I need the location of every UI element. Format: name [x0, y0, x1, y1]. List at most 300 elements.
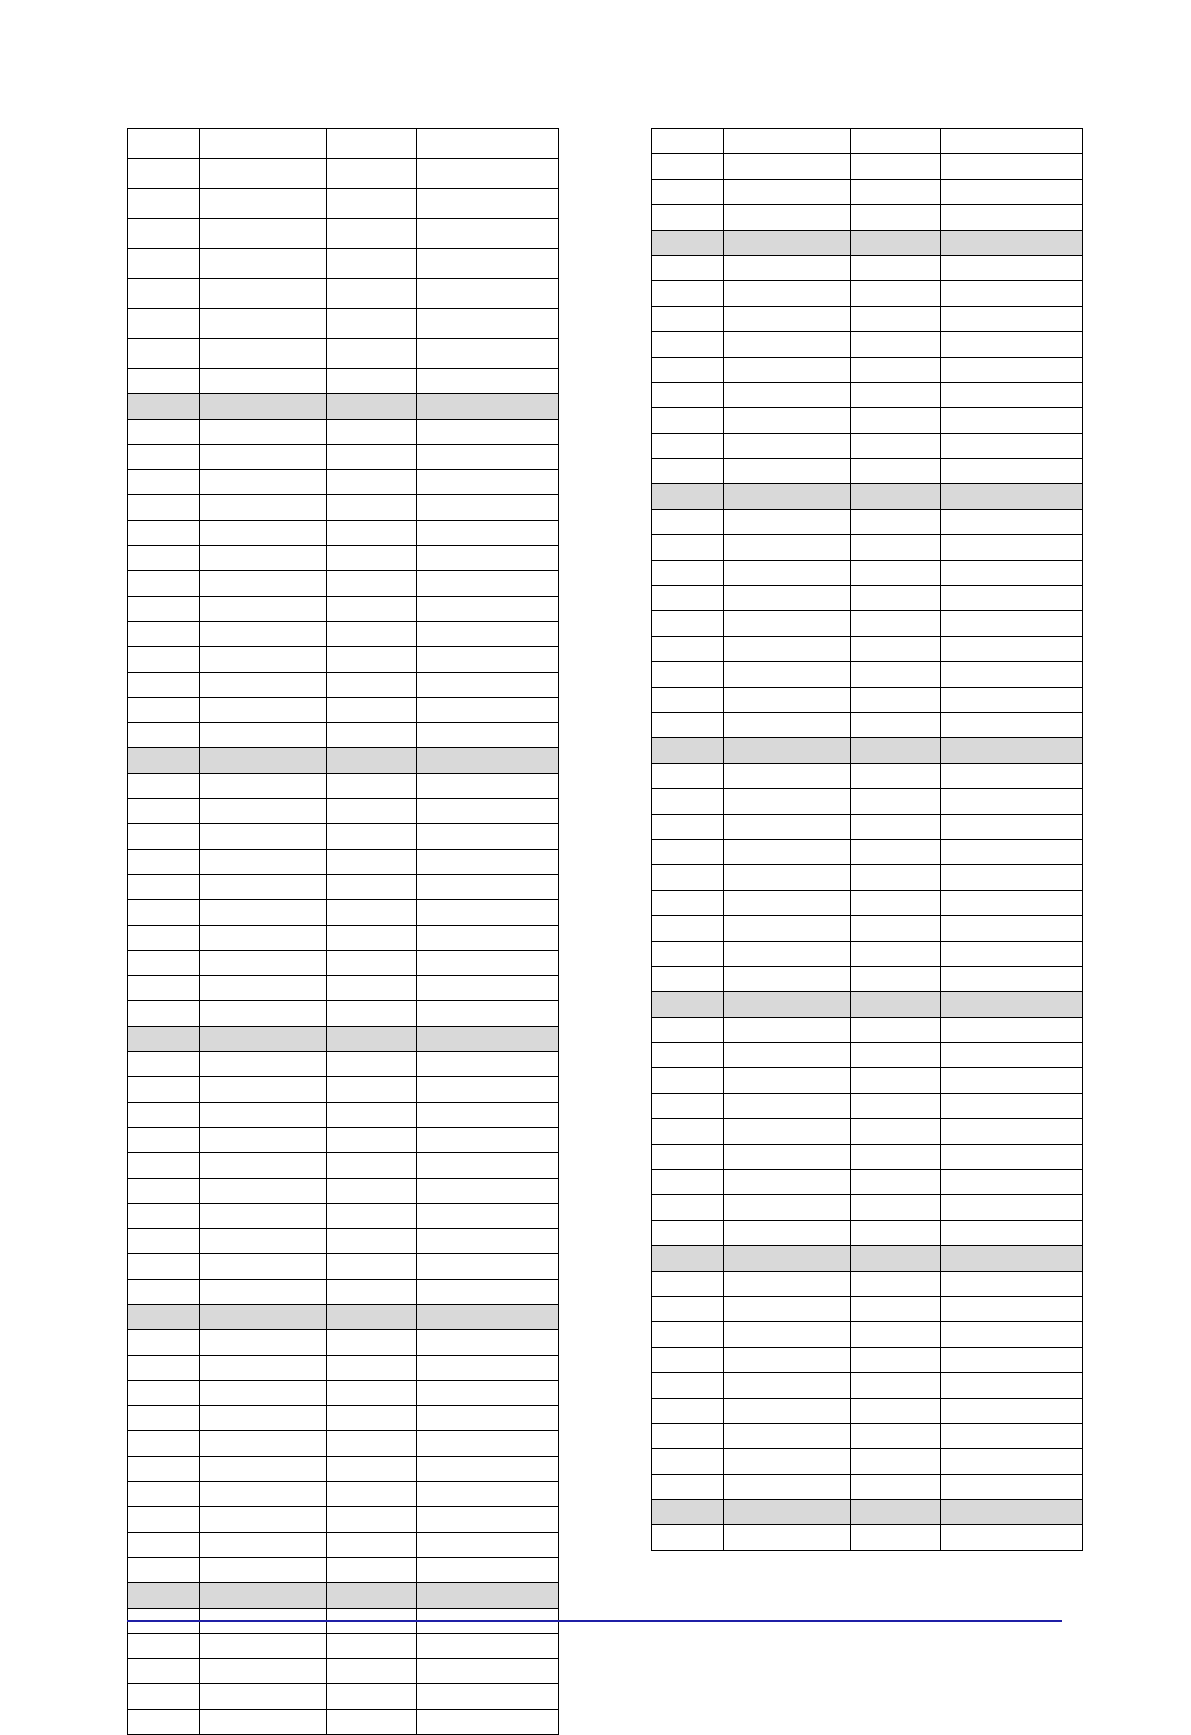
table-cell	[941, 358, 1083, 383]
table-cell	[941, 1424, 1083, 1449]
table-cell	[128, 1406, 200, 1431]
table-cell	[417, 1659, 559, 1684]
table-cell	[652, 586, 724, 611]
table-cell	[200, 1507, 327, 1532]
table-cell	[724, 561, 851, 586]
table-cell	[200, 1179, 327, 1204]
table-cell	[327, 1077, 417, 1102]
table-cell	[200, 394, 327, 419]
table-cell	[327, 673, 417, 698]
table-cell	[941, 1094, 1083, 1119]
table-cell	[724, 1094, 851, 1119]
table-cell	[724, 510, 851, 535]
table-cell	[652, 154, 724, 179]
table-cell	[128, 673, 200, 698]
table-cell	[851, 688, 941, 713]
table-cell	[851, 1322, 941, 1347]
table-cell	[724, 256, 851, 281]
table-cell	[417, 748, 559, 773]
table-cell	[724, 586, 851, 611]
table-cell	[327, 249, 417, 279]
table-cell	[851, 1399, 941, 1424]
table-cell	[941, 611, 1083, 636]
table-cell	[652, 332, 724, 357]
table-cell	[652, 1043, 724, 1068]
table-cell	[652, 662, 724, 687]
table-cell	[327, 189, 417, 219]
table-cell	[200, 339, 327, 369]
table-cell	[128, 1204, 200, 1229]
table-cell	[724, 637, 851, 662]
table-cell	[327, 1027, 417, 1052]
table-cell	[417, 1001, 559, 1026]
table-cell	[851, 205, 941, 230]
table-row	[128, 219, 559, 249]
table-cell	[724, 231, 851, 256]
table-cell	[724, 1424, 851, 1449]
table-cell	[652, 459, 724, 484]
table-cell	[327, 951, 417, 976]
table-cell	[327, 1583, 417, 1608]
table-row	[652, 865, 1083, 890]
table-cell	[941, 637, 1083, 662]
table-cell	[652, 1348, 724, 1373]
table-cell	[724, 1068, 851, 1093]
table-cell	[941, 1018, 1083, 1043]
table-cell	[417, 1280, 559, 1305]
table-cell	[128, 1103, 200, 1128]
table-cell	[417, 850, 559, 875]
table-row	[128, 129, 559, 159]
table-cell	[417, 1229, 559, 1254]
table-row	[652, 891, 1083, 916]
table-cell	[724, 1119, 851, 1144]
table-cell	[724, 967, 851, 992]
table-cell	[417, 900, 559, 925]
table-cell	[851, 611, 941, 636]
table-cell	[128, 546, 200, 571]
table-cell	[200, 673, 327, 698]
table-row	[128, 824, 559, 849]
table-cell	[652, 484, 724, 509]
table-cell	[652, 1475, 724, 1500]
table-cell	[851, 992, 941, 1017]
table-cell	[128, 219, 200, 249]
table-cell	[200, 420, 327, 445]
table-cell	[200, 1128, 327, 1153]
table-cell	[724, 688, 851, 713]
table-cell	[128, 748, 200, 773]
table-cell	[851, 738, 941, 763]
table-cell	[724, 535, 851, 560]
table-cell	[851, 637, 941, 662]
table-cell	[417, 445, 559, 470]
table-cell	[327, 1001, 417, 1026]
table-cell	[128, 279, 200, 309]
table-cell	[652, 891, 724, 916]
table-cell	[200, 1381, 327, 1406]
table-cell	[941, 586, 1083, 611]
table-cell	[941, 891, 1083, 916]
table-cell	[200, 159, 327, 189]
table-cell	[128, 799, 200, 824]
table-cell	[724, 1525, 851, 1550]
table-cell	[941, 1272, 1083, 1297]
table-cell	[128, 1634, 200, 1659]
table-cell	[941, 1145, 1083, 1170]
table-cell	[200, 219, 327, 249]
table-row	[128, 1507, 559, 1532]
table-cell	[724, 1322, 851, 1347]
table-cell	[200, 799, 327, 824]
table-row	[128, 1634, 559, 1659]
table-row	[652, 1145, 1083, 1170]
table-cell	[128, 850, 200, 875]
table-row	[652, 561, 1083, 586]
table-cell	[417, 1179, 559, 1204]
table-cell	[724, 738, 851, 763]
table-cell	[851, 1475, 941, 1500]
table-cell	[327, 1103, 417, 1128]
table-cell	[327, 445, 417, 470]
table-cell	[417, 1558, 559, 1583]
table-cell	[851, 1449, 941, 1474]
table-cell	[128, 189, 200, 219]
table-cell	[652, 1246, 724, 1271]
table-row	[128, 495, 559, 520]
table-cell	[652, 1525, 724, 1550]
table-cell	[200, 1356, 327, 1381]
table-cell	[200, 1305, 327, 1330]
table-cell	[200, 698, 327, 723]
table-cell	[724, 891, 851, 916]
table-cell	[724, 180, 851, 205]
table-cell	[128, 1558, 200, 1583]
table-cell	[327, 309, 417, 339]
table-cell	[327, 571, 417, 596]
table-cell	[652, 1322, 724, 1347]
table-row	[652, 434, 1083, 459]
table-cell	[941, 713, 1083, 738]
table-cell	[200, 129, 327, 159]
table-cell	[724, 1246, 851, 1271]
table-cell	[128, 1128, 200, 1153]
table-cell	[941, 281, 1083, 306]
table-cell	[851, 789, 941, 814]
table-cell	[941, 916, 1083, 941]
table-cell	[200, 571, 327, 596]
table-row	[128, 546, 559, 571]
table-row	[652, 358, 1083, 383]
table-row	[128, 1482, 559, 1507]
table-cell	[128, 309, 200, 339]
table-cell	[941, 865, 1083, 890]
table-cell	[327, 1659, 417, 1684]
table-cell	[327, 521, 417, 546]
table-cell	[652, 764, 724, 789]
table-row	[652, 1272, 1083, 1297]
table-cell	[128, 1482, 200, 1507]
table-section-row	[128, 1305, 559, 1330]
table-cell	[128, 647, 200, 672]
table-cell	[200, 1659, 327, 1684]
table-cell	[417, 622, 559, 647]
table-cell	[417, 521, 559, 546]
table-cell	[327, 774, 417, 799]
table-cell	[851, 1145, 941, 1170]
table-cell	[724, 611, 851, 636]
table-cell	[941, 789, 1083, 814]
table-cell	[652, 992, 724, 1017]
table-cell	[652, 561, 724, 586]
table-row	[652, 1525, 1083, 1550]
table-cell	[851, 1297, 941, 1322]
table-row	[652, 586, 1083, 611]
table-cell	[327, 1179, 417, 1204]
table-cell	[417, 926, 559, 951]
table-cell	[128, 369, 200, 394]
table-cell	[128, 1457, 200, 1482]
table-row	[128, 1280, 559, 1305]
table-cell	[327, 279, 417, 309]
table-cell	[200, 951, 327, 976]
table-cell	[724, 789, 851, 814]
table-cell	[652, 129, 724, 154]
left-table	[127, 128, 559, 1735]
table-row	[128, 1103, 559, 1128]
table-cell	[851, 307, 941, 332]
table-cell	[652, 434, 724, 459]
table-row	[652, 916, 1083, 941]
table-cell	[941, 1043, 1083, 1068]
table-cell	[327, 1153, 417, 1178]
table-cell	[128, 571, 200, 596]
table-cell	[724, 1018, 851, 1043]
table-row	[128, 951, 559, 976]
table-cell	[941, 764, 1083, 789]
table-cell	[851, 484, 941, 509]
table-row	[652, 789, 1083, 814]
table-cell	[941, 840, 1083, 865]
table-cell	[652, 1018, 724, 1043]
table-cell	[851, 231, 941, 256]
table-cell	[200, 597, 327, 622]
table-cell	[327, 339, 417, 369]
table-cell	[417, 1381, 559, 1406]
table-row	[128, 369, 559, 394]
table-row	[128, 850, 559, 875]
table-cell	[941, 383, 1083, 408]
table-cell	[851, 764, 941, 789]
table-row	[652, 535, 1083, 560]
table-cell	[417, 1077, 559, 1102]
table-row	[128, 1077, 559, 1102]
table-cell	[724, 408, 851, 433]
table-cell	[200, 622, 327, 647]
table-row	[652, 967, 1083, 992]
table-cell	[652, 738, 724, 763]
table-cell	[128, 723, 200, 748]
table-cell	[652, 1145, 724, 1170]
table-row	[128, 445, 559, 470]
table-cell	[851, 1373, 941, 1398]
table-cell	[128, 1027, 200, 1052]
table-row	[128, 1457, 559, 1482]
table-cell	[652, 358, 724, 383]
table-cell	[417, 1457, 559, 1482]
table-cell	[200, 1684, 327, 1709]
table-cell	[851, 281, 941, 306]
table-cell	[652, 1373, 724, 1398]
table-row	[128, 1533, 559, 1558]
table-cell	[128, 339, 200, 369]
table-cell	[417, 159, 559, 189]
table-cell	[327, 799, 417, 824]
table-cell	[128, 1684, 200, 1709]
table-cell	[941, 256, 1083, 281]
table-cell	[851, 1348, 941, 1373]
table-cell	[417, 951, 559, 976]
table-cell	[327, 850, 417, 875]
table-row	[652, 1068, 1083, 1093]
table-cell	[128, 1710, 200, 1735]
table-cell	[327, 926, 417, 951]
table-cell	[851, 1068, 941, 1093]
table-row	[128, 1001, 559, 1026]
table-cell	[327, 1229, 417, 1254]
table-row	[652, 1449, 1083, 1474]
table-cell	[652, 307, 724, 332]
table-row	[128, 900, 559, 925]
table-cell	[724, 1221, 851, 1246]
table-cell	[851, 256, 941, 281]
table-cell	[724, 713, 851, 738]
table-section-row	[652, 1500, 1083, 1525]
table-cell	[851, 1094, 941, 1119]
table-cell	[941, 180, 1083, 205]
table-cell	[128, 1507, 200, 1532]
table-cell	[652, 231, 724, 256]
table-cell	[941, 231, 1083, 256]
table-cell	[327, 546, 417, 571]
table-cell	[417, 1684, 559, 1709]
table-section-row	[652, 738, 1083, 763]
table-row	[128, 571, 559, 596]
table-cell	[851, 865, 941, 890]
table-cell	[851, 383, 941, 408]
table-cell	[417, 189, 559, 219]
table-cell	[200, 369, 327, 394]
table-cell	[327, 748, 417, 773]
table-cell	[851, 1119, 941, 1144]
table-row	[128, 597, 559, 622]
table-cell	[200, 1457, 327, 1482]
table-cell	[200, 1254, 327, 1279]
table-cell	[652, 688, 724, 713]
table-cell	[128, 521, 200, 546]
table-cell	[851, 967, 941, 992]
table-cell	[851, 840, 941, 865]
table-row	[128, 1153, 559, 1178]
table-cell	[724, 1500, 851, 1525]
table-cell	[327, 875, 417, 900]
table-cell	[851, 535, 941, 560]
table-cell	[128, 976, 200, 1001]
table-cell	[128, 1153, 200, 1178]
table-row	[652, 1297, 1083, 1322]
table-cell	[652, 1221, 724, 1246]
table-cell	[941, 1500, 1083, 1525]
table-section-row	[652, 484, 1083, 509]
table-cell	[128, 1052, 200, 1077]
table-cell	[652, 535, 724, 560]
table-row	[652, 662, 1083, 687]
table-cell	[417, 1204, 559, 1229]
table-cell	[327, 470, 417, 495]
table-cell	[417, 1052, 559, 1077]
table-cell	[417, 219, 559, 249]
table-cell	[652, 942, 724, 967]
table-section-row	[128, 1027, 559, 1052]
table-cell	[941, 1068, 1083, 1093]
table-row	[652, 1195, 1083, 1220]
table-cell	[851, 1195, 941, 1220]
table-cell	[941, 332, 1083, 357]
table-cell	[200, 1634, 327, 1659]
table-cell	[200, 546, 327, 571]
table-row	[652, 1221, 1083, 1246]
table-cell	[327, 1634, 417, 1659]
table-row	[128, 521, 559, 546]
table-cell	[851, 713, 941, 738]
table-row	[128, 647, 559, 672]
table-cell	[724, 840, 851, 865]
table-row	[652, 281, 1083, 306]
table-section-row	[128, 748, 559, 773]
table-row	[652, 180, 1083, 205]
table-row	[128, 189, 559, 219]
table-cell	[128, 1305, 200, 1330]
table-cell	[327, 129, 417, 159]
table-cell	[417, 1533, 559, 1558]
table-cell	[200, 1558, 327, 1583]
table-cell	[200, 1330, 327, 1355]
table-cell	[941, 1297, 1083, 1322]
table-cell	[327, 1128, 417, 1153]
table-cell	[417, 1330, 559, 1355]
table-cell	[128, 1583, 200, 1608]
table-cell	[128, 129, 200, 159]
table-cell	[128, 1330, 200, 1355]
table-row	[128, 799, 559, 824]
table-cell	[327, 1381, 417, 1406]
table-cell	[327, 1052, 417, 1077]
table-cell	[724, 942, 851, 967]
table-cell	[327, 1482, 417, 1507]
table-cell	[652, 713, 724, 738]
table-cell	[724, 992, 851, 1017]
table-cell	[327, 369, 417, 394]
table-cell	[724, 865, 851, 890]
table-row	[128, 875, 559, 900]
table-cell	[851, 1170, 941, 1195]
table-cell	[724, 1043, 851, 1068]
table-cell	[200, 824, 327, 849]
table-cell	[417, 673, 559, 698]
table-cell	[941, 967, 1083, 992]
table-row	[652, 764, 1083, 789]
table-row	[128, 1356, 559, 1381]
